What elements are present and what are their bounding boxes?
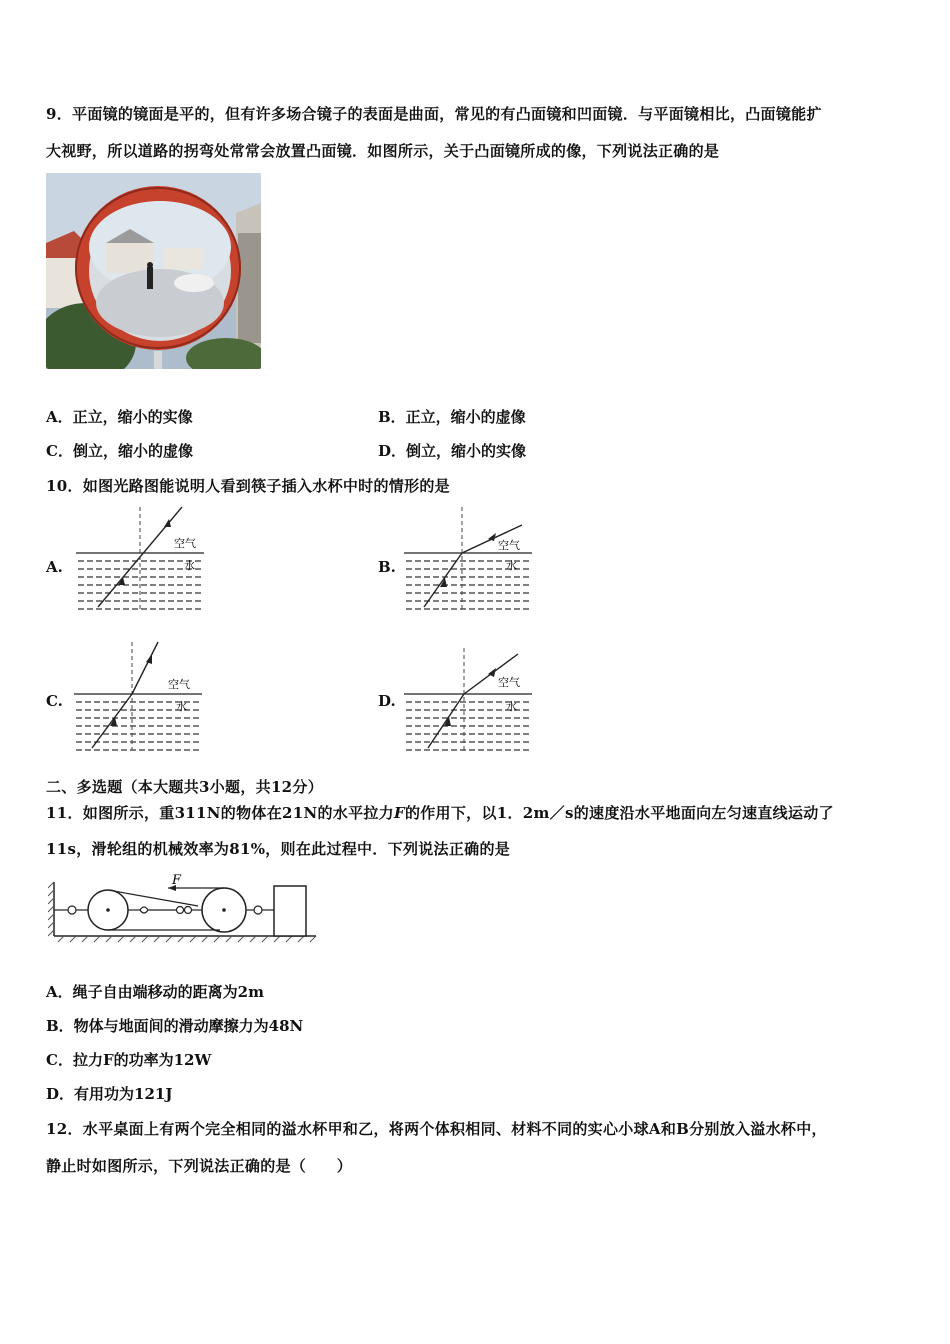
q12-stem-line2: 静止时如图所示，下列说法正确的是（ ） [46, 1157, 353, 1175]
q10-air-label-c: 空气 [168, 678, 190, 691]
convex-mirror-photo [46, 173, 261, 369]
q11-stem-line1-b: 的作用下，以1．2m／s的速度沿水平地面向左匀速直线运动了 [404, 804, 834, 822]
q10-water-label-c: 水 [176, 700, 187, 713]
q11-pulley-diagram [48, 868, 320, 944]
q10-water-label-d: 水 [506, 700, 517, 713]
q10-diagram-d [402, 640, 534, 752]
q9-option-a: A．正立，缩小的实像 [46, 408, 193, 426]
q9-option-d: D．倒立，缩小的实像 [378, 442, 527, 460]
q10-air-label-a: 空气 [174, 537, 196, 550]
q10-air-label-d: 空气 [498, 676, 520, 689]
q10-water-label-a: 水 [184, 559, 195, 572]
q9-stem-line2: 大视野，所以道路的拐弯处常常会放置凸面镜．如图所示，关于凸面镜所成的像，下列说法正确的是 [46, 142, 720, 160]
q11-stem-line2: 11s，滑轮组的机械效率为81%，则在此过程中．下列说法正确的是 [46, 840, 511, 858]
q10-label-b: B. [378, 558, 396, 576]
q10-label-d: D. [378, 692, 396, 710]
q11-option-a: A．绳子自由端移动的距离为2m [46, 983, 264, 1001]
q11-option-c: C．拉力F的功率为12W [46, 1051, 212, 1069]
q11-stem-line1-a: 11．如图所示，重311N的物体在21N的水平拉力 [46, 804, 394, 822]
q11-stem-line1 [46, 802, 834, 823]
q10-diagram-c [72, 640, 204, 752]
q11-force-symbol: F [393, 804, 405, 822]
q11-option-b: B．物体与地面间的滑动摩擦力为48N [46, 1017, 304, 1035]
q11-fig-force-label: F [172, 873, 182, 888]
q12-stem-line1: 12．水平桌面上有两个完全相同的溢水杯甲和乙，将两个体积相同、材料不同的实心小球A和B分别放入溢水杯中， [46, 1120, 827, 1138]
q9-stem-line1: 9．平面镜的镜面是平的，但有许多场合镜子的表面是曲面，常见的有凸面镜和凹面镜．与平面镜相比，凸面镜能扩 [46, 105, 822, 123]
q9-option-b: B．正立，缩小的虚像 [378, 408, 526, 426]
q11-option-d: D．有用功为121J [46, 1085, 173, 1103]
q10-diagram-b [402, 505, 534, 613]
q10-label-a: A. [46, 558, 63, 576]
q10-label-c: C. [46, 692, 63, 710]
section-2-title: 二、多选题（本大题共3小题，共12分） [46, 778, 324, 796]
q10-water-label-b: 水 [506, 559, 517, 572]
q10-air-label-b: 空气 [498, 539, 520, 552]
q10-diagram-a [74, 505, 206, 613]
q9-option-c: C．倒立，缩小的虚像 [46, 442, 193, 460]
q10-stem: 10．如图光路图能说明人看到筷子插入水杯中时的情形的是 [46, 477, 450, 495]
